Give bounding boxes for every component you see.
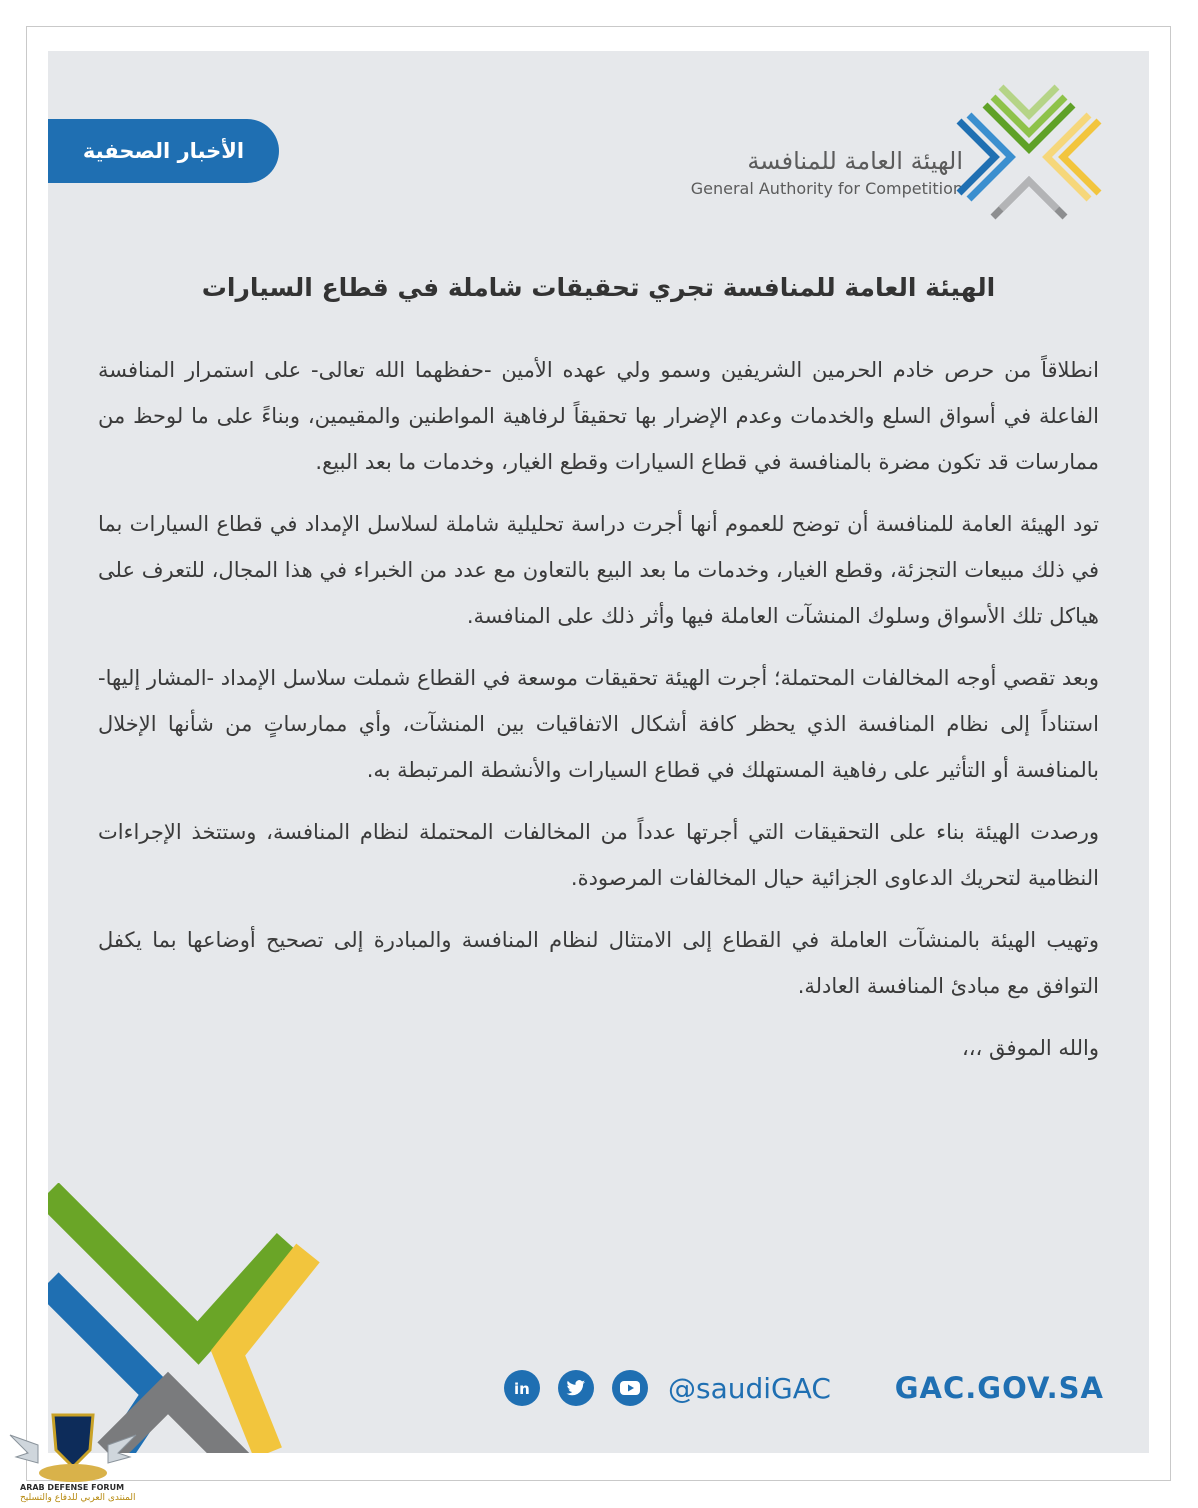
website-link[interactable]: GAC.GOV.SA	[894, 1371, 1104, 1405]
social-handle[interactable]: @saudiGAC	[668, 1371, 831, 1405]
paragraph: وتهيب الهيئة بالمنشآت العاملة في القطاع إلى الامتثال لنظام المنافسة والمبادرة إلى تصحيح أوضاعها بما يكفل التوافق مع مبادئ المنافسة العادلة.	[98, 928, 1099, 998]
org-name-en: General Authority for Competition	[690, 179, 963, 198]
article-title: الهيئة العامة للمنافسة تجري تحقيقات شاملة في قطاع السيارات	[201, 273, 996, 302]
gac-logo-icon	[949, 81, 1109, 221]
article-body	[98, 347, 1099, 1087]
watermark-name-en: ARAB DEFENSE FORUM	[20, 1483, 125, 1492]
youtube-icon[interactable]	[612, 1370, 648, 1406]
twitter-icon[interactable]	[558, 1370, 594, 1406]
svg-text:in: in	[514, 1380, 530, 1398]
paragraph: تود الهيئة العامة للمنافسة أن توضح للعموم أنها أجرت دراسة تحليلية شاملة لسلاسل الإمداد في قطاع السيارات بما في ذلك مبيعات التجزئة، وقطع الغيار، وخدمات ما بعد البيع بالتعاون مع عدد من الخبراء في هذا المجال، للتعرف على هياكل تلك الأسواق وسلوك المنشآت العاملة فيها وأثر ذلك على المنافسة.	[98, 512, 1099, 628]
org-name	[691, 147, 963, 198]
footer-bar	[504, 1366, 1104, 1410]
linkedin-icon[interactable]	[504, 1370, 540, 1406]
press-release-panel	[48, 51, 1149, 1453]
section-tag: الأخبار الصحفية	[48, 119, 279, 183]
watermark-name-ar: المنتدى العربي للدفاع والتسليح	[20, 1493, 136, 1503]
closing-line: والله الموفق ،،،	[961, 1036, 1099, 1060]
paragraph: وبعد تقصي أوجه المخالفات المحتملة؛ أجرت الهيئة تحقيقات موسعة في القطاع شملت سلاسل الإمداد -المشار إليها- استناداً إلى نظام المنافسة الذي يحظر كافة أشكال الاتفاقيات بين المنشآت، وأي ممارساتٍ من شأنها الإخلال بالمنافسة أو التأثير على رفاهية المستهلك في قطاع السيارات والأنشطة المرتبطة به.	[98, 666, 1099, 782]
paragraph: ورصدت الهيئة بناء على التحقيقات التي أجرتها عدداً من المخالفات المحتملة لنظام المنافسة، وستتخذ الإجراءات النظامية لتحريك الدعاوى الجزائية حيال المخالفات المرصودة.	[98, 820, 1099, 890]
paragraph: انطلاقاً من حرص خادم الحرمين الشريفين وسمو ولي عهده الأمين -حفظهما الله تعالى- على استمرار المنافسة الفاعلة في أسواق السلع والخدمات وعدم الإضرار بها تحقيقاً لرفاهية المواطنين والمقيمين، وبناءً على ما لوحظ من ممارسات قد تكون مضرة بالمنافسة في قطاع السيارات وقطع الغيار، وخدمات ما بعد البيع.	[98, 358, 1099, 474]
org-name-ar: الهيئة العامة للمنافسة	[747, 147, 963, 175]
